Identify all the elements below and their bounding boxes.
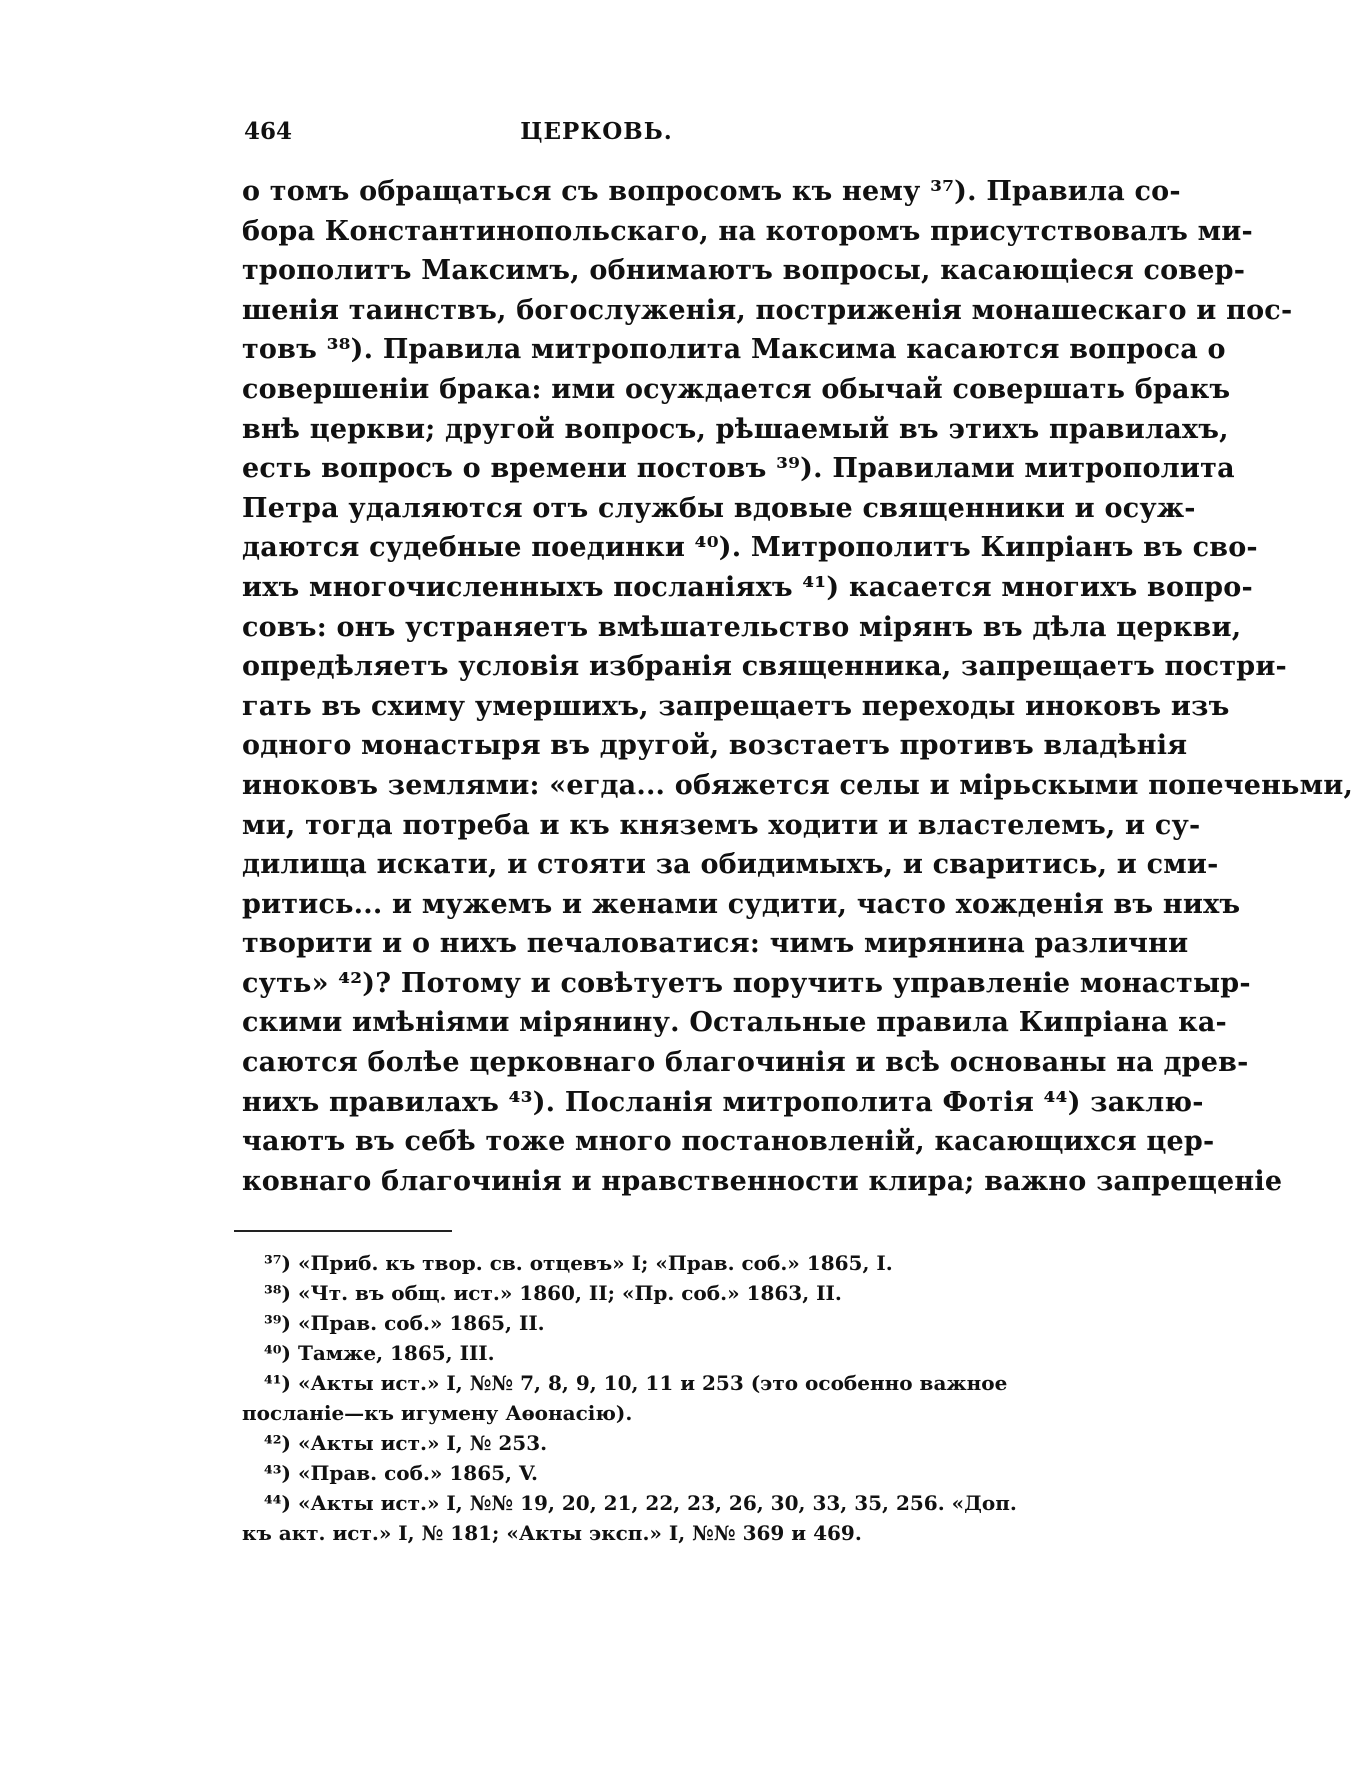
body-line: совершеніи брака: ими осуждается обычай совершать бракъ (242, 373, 1231, 405)
footnotes (242, 1248, 1017, 1548)
body-line: внѣ церкви; другой вопросъ, рѣшаемый въ этихъ правилахъ, (242, 413, 1229, 445)
page-header (244, 118, 949, 148)
body-line: иноковъ землями: «егда... обяжется селы и мірьскыми попеченьми, (242, 769, 1353, 801)
footnote-line: ³⁷) «Приб. къ твор. св. отцевъ» I; «Прав. соб.» 1865, I. (264, 1251, 893, 1275)
body-line: товъ ³⁸). Правила митрополита Максима касаются вопроса о (242, 334, 1226, 366)
body-line: гать въ схиму умершихъ, запрещаетъ переходы иноковъ изъ (242, 690, 1230, 722)
body-line: скими имѣніями мірянину. Остальные правила Кипріана ка- (242, 1007, 1227, 1039)
footnote-line: посланіе—къ игумену Аѳонасію). (242, 1401, 633, 1425)
body-line: ми, тогда потреба и къ княземъ ходити и властелемъ, и су- (242, 809, 1201, 841)
body-line: совъ: онъ устраняетъ вмѣшательство мірянъ въ дѣла церкви, (242, 611, 1242, 643)
footnote-line: ³⁹) «Прав. соб.» 1865, II. (264, 1311, 545, 1335)
body-line: трополитъ Максимъ, обнимаютъ вопросы, касающіеся совер- (242, 255, 1246, 287)
body-line: Петра удаляются отъ службы вдовые священники и осуж- (242, 492, 1196, 524)
footnote-line: ⁴²) «Акты ист.» I, № 253. (264, 1431, 548, 1455)
footnote-line: ⁴⁰) Тамже, 1865, III. (264, 1341, 495, 1365)
body-line: одного монастыря въ другой, возстаетъ противъ владѣнія (242, 730, 1188, 762)
footnote-line: ⁴⁴) «Акты ист.» I, №№ 19, 20, 21, 22, 23, 26, 30, 33, 35, 256. «Доп. (264, 1491, 1017, 1515)
body-line: саются болѣе церковнаго благочинія и всѣ основаны на древ- (242, 1047, 1249, 1079)
footnote-line: ³⁸) «Чт. въ общ. ист.» 1860, II; «Пр. соб.» 1863, II. (264, 1281, 842, 1305)
body-line: ковнаго благочинія и нравственности клира; важно запрещеніе (242, 1165, 1283, 1197)
body-line: суть» ⁴²)? Потому и совѣтуетъ поручить управленіе монастыр- (242, 967, 1251, 999)
footnote-line: ⁴¹) «Акты ист.» I, №№ 7, 8, 9, 10, 11 и 253 (это особенно важное (264, 1371, 1008, 1395)
body-line: о томъ обращаться съ вопросомъ къ нему ³⁷). Правила со- (242, 176, 1181, 207)
page-number: 464 (244, 118, 293, 145)
body-line: дилища искати, и стояти за обидимыхъ, и сваритись, и сми- (242, 849, 1219, 881)
body-line: ритись... и мужемъ и женами судити, часто хожденія въ нихъ (242, 888, 1241, 920)
body-line: бора Константинопольскаго, на которомъ присутствовалъ ми- (242, 215, 1253, 247)
running-title: ЦЕРКОВЬ. (520, 118, 673, 145)
body-line: шенія таинствъ, богослуженія, постриженія монашескаго и пос- (242, 294, 1293, 326)
body-text (242, 172, 1353, 1201)
footnote-line: къ акт. ист.» I, № 181; «Акты эксп.» I, №№ 369 и 469. (242, 1521, 862, 1545)
footnote-line: ⁴³) «Прав. соб.» 1865, V. (264, 1461, 538, 1485)
body-line: даются судебные поединки ⁴⁰). Митрополитъ Кипріанъ въ сво- (242, 532, 1258, 564)
footnote-divider (234, 1230, 452, 1232)
body-line: есть вопросъ о времени постовъ ³⁹). Правилами митрополита (242, 453, 1235, 485)
body-line: творити и о нихъ печаловатися: чимъ мирянина различни (242, 928, 1189, 960)
body-line: чаютъ въ себѣ тоже много постановленій, касающихся цер- (242, 1126, 1215, 1158)
body-line: опредѣляетъ условія избранія священника, запрещаетъ постри- (242, 651, 1287, 683)
body-line: ихъ многочисленныхъ посланіяхъ ⁴¹) касается многихъ вопро- (242, 571, 1253, 603)
body-line: нихъ правилахъ ⁴³). Посланія митрополита Фотія ⁴⁴) заклю- (242, 1086, 1204, 1118)
